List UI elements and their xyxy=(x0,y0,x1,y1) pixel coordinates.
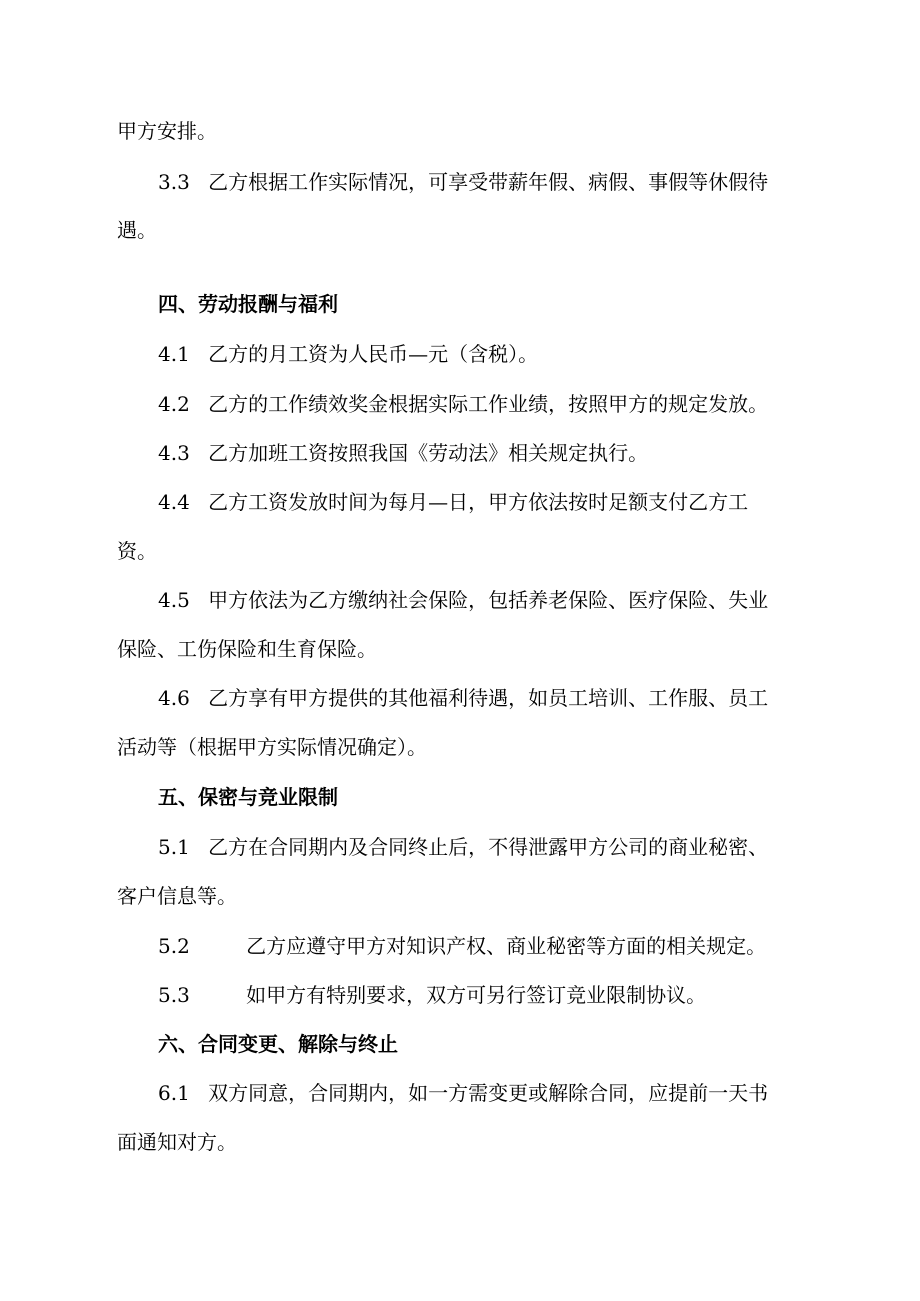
paragraph-4-6-line1 xyxy=(158,684,768,712)
clause-number: 4.2 xyxy=(158,392,190,416)
clause-number: 4.4 xyxy=(158,490,190,514)
paragraph-4-1 xyxy=(158,340,538,368)
paragraph-4-6-line2: 活动等（根据甲方实际情况确定）。 xyxy=(117,735,427,759)
clause-text: 乙方的工作绩效奖金根据实际工作业绩，按照甲方的规定发放。 xyxy=(208,392,769,416)
paragraph-5-1-line2: 客户信息等。 xyxy=(117,884,237,908)
paragraph-5-1-line1 xyxy=(158,833,768,861)
clause-text: 乙方的月工资为人民币—元（含税）。 xyxy=(208,342,539,366)
clause-number: 5.3 xyxy=(158,983,190,1007)
clause-text: 乙方工资发放时间为每月—日，甲方依法按时足额支付乙方工 xyxy=(208,490,749,514)
paragraph-6-1-line2: 面通知对方。 xyxy=(117,1130,237,1154)
paragraph-4-5-line1 xyxy=(158,586,768,614)
paragraph-4-2 xyxy=(158,390,768,418)
clause-number: 4.6 xyxy=(158,686,190,710)
clause-text: 乙方加班工资按照我国《劳动法》相关规定执行。 xyxy=(208,441,649,465)
paragraph-5-2 xyxy=(158,932,766,960)
clause-number: 5.2 xyxy=(158,934,190,958)
section-heading-6: 六、合同变更、解除与终止 xyxy=(158,1032,398,1056)
clause-text: 乙方享有甲方提供的其他福利待遇，如员工培训、工作服、员工 xyxy=(208,686,769,710)
clause-text: 如甲方有特别要求，双方可另行签订竞业限制协议。 xyxy=(246,983,707,1007)
clause-number: 4.3 xyxy=(158,441,190,465)
paragraph-4-5-line2: 保险、工伤保险和生育保险。 xyxy=(117,637,377,661)
clause-text: 乙方应遵守甲方对知识产权、商业秘密等方面的相关规定。 xyxy=(246,934,767,958)
section-heading-4: 四、劳动报酬与福利 xyxy=(158,292,338,316)
paragraph-4-4-line1 xyxy=(158,488,748,516)
section-heading-5: 五、保密与竞业限制 xyxy=(158,785,338,809)
clause-text: 乙方根据工作实际情况，可享受带薪年假、病假、事假等休假待 xyxy=(208,170,769,194)
clause-number: 4.5 xyxy=(158,588,190,612)
paragraph-3-2-tail: 甲方安排。 xyxy=(117,119,217,143)
paragraph-4-3 xyxy=(158,439,648,467)
clause-text: 乙方在合同期内及合同终止后，不得泄露甲方公司的商业秘密、 xyxy=(208,835,769,859)
clause-text: 甲方依法为乙方缴纳社会保险，包括养老保险、医疗保险、失业 xyxy=(208,588,769,612)
clause-number: 3.3 xyxy=(158,170,190,194)
paragraph-4-4-line2: 资。 xyxy=(117,539,157,563)
clause-number: 4.1 xyxy=(158,342,190,366)
paragraph-6-1-line1 xyxy=(158,1079,768,1107)
clause-text: 双方同意，合同期内，如一方需变更或解除合同，应提前一天书 xyxy=(208,1081,769,1105)
clause-number: 6.1 xyxy=(158,1081,190,1105)
clause-number: 5.1 xyxy=(158,835,190,859)
paragraph-5-3 xyxy=(158,981,706,1009)
paragraph-3-3-line1 xyxy=(158,168,768,196)
paragraph-3-3-line2: 遇。 xyxy=(117,218,157,242)
